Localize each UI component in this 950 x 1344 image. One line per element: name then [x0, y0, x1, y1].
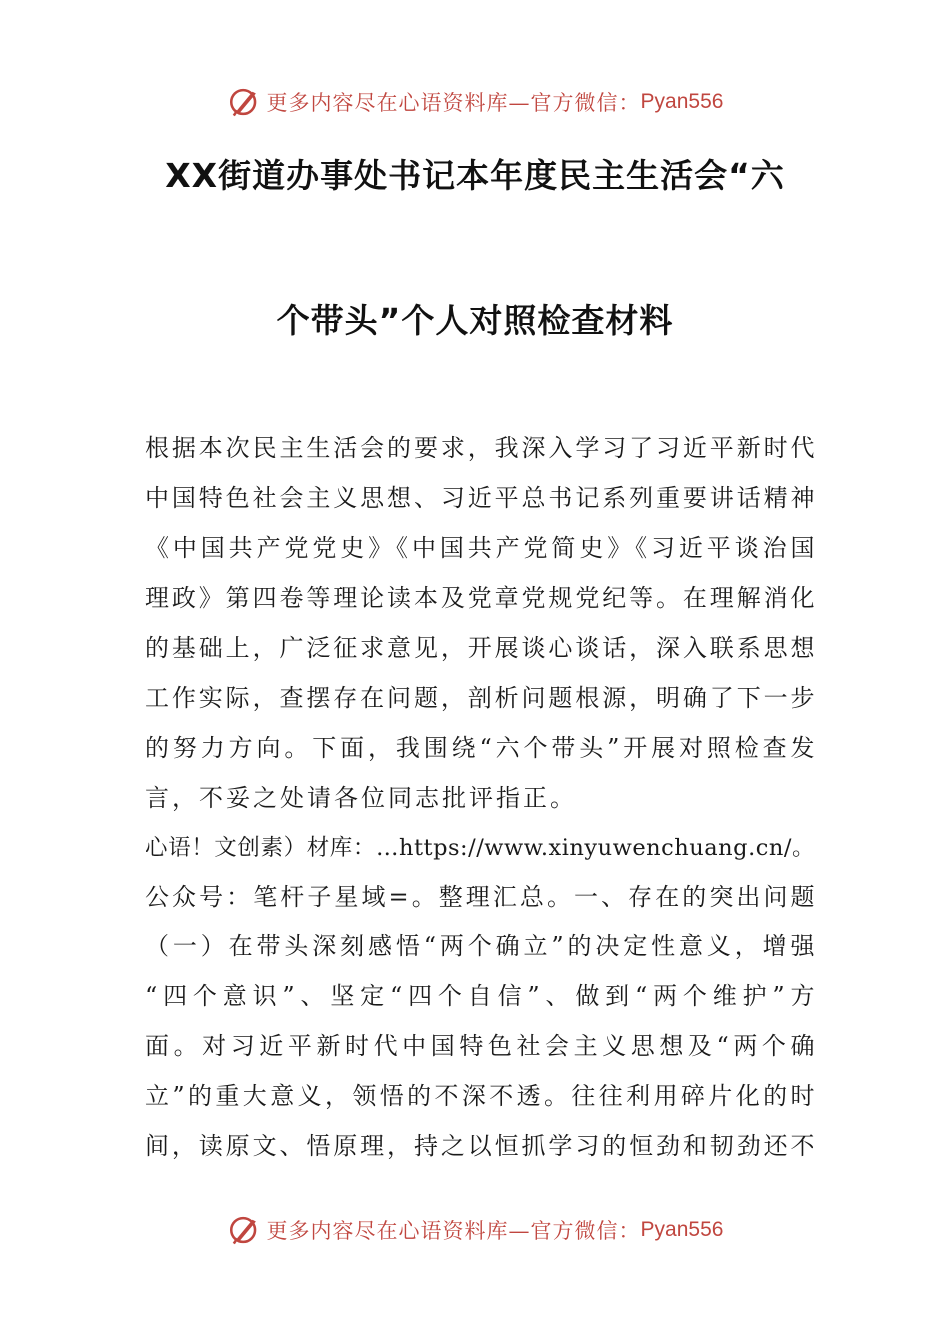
body-line: 间，读原文、悟原理，持之以恒抓学习的恒劲和韧劲还不 — [145, 1132, 815, 1160]
body-line: 理政》第四卷等理论读本及党章党规党纪等。在理解消化 — [145, 584, 815, 612]
body-line: （一）在带头深刻感悟“两个确立”的决定性意义，增强 — [145, 932, 815, 960]
header-banner — [0, 80, 950, 124]
body-line: 心语！文创素）材库：…https://www.xinyuwenchuang.cn/。 — [145, 835, 815, 861]
body-line: 面。对习近平新时代中国特色社会主义思想及“两个确 — [145, 1032, 815, 1060]
banner-text: 更多内容尽在心语资料库—官方微信： — [266, 1219, 641, 1243]
document-title-line-1: XX街道办事处书记本年度民主生活会“六 — [165, 156, 785, 195]
body-line: “四个意识”、坚定“四个自信”、做到“两个维护”方 — [145, 982, 815, 1010]
body-line: 的基础上，广泛征求意见，开展谈心谈话，深入联系思想 — [145, 634, 815, 662]
pen-logo-icon — [227, 1213, 261, 1247]
body-line: 工作实际，查摆存在问题，剖析问题根源，明确了下一步 — [145, 684, 815, 712]
document-title-line-2: 个带头”个人对照检查材料 — [276, 301, 674, 340]
body-line: 《中国共产党党史》《中国共产党简史》《习近平谈治国 — [145, 534, 815, 562]
body-line: 言，不妥之处请各位同志批评指正。 — [145, 784, 577, 812]
body-line: 中国特色社会主义思想、习近平总书记系列重要讲话精神 — [145, 484, 815, 512]
body-line: 的努力方向。下面，我围绕“六个带头”开展对照检查发 — [145, 734, 815, 762]
body-line: 立”的重大意义，领悟的不深不透。往往利用碎片化的时 — [145, 1082, 815, 1110]
banner-text: 更多内容尽在心语资料库—官方微信： — [266, 91, 641, 115]
footer-banner — [0, 1208, 950, 1252]
pen-logo-icon — [227, 85, 261, 119]
banner-wechat-id: Pyan556 — [640, 1218, 724, 1241]
banner-wechat-id: Pyan556 — [640, 90, 724, 113]
body-line: 根据本次民主生活会的要求，我深入学习了习近平新时代 — [145, 434, 815, 462]
body-line: 公众号：笔杆子星域=。整理汇总。一、存在的突出问题 — [145, 883, 815, 911]
